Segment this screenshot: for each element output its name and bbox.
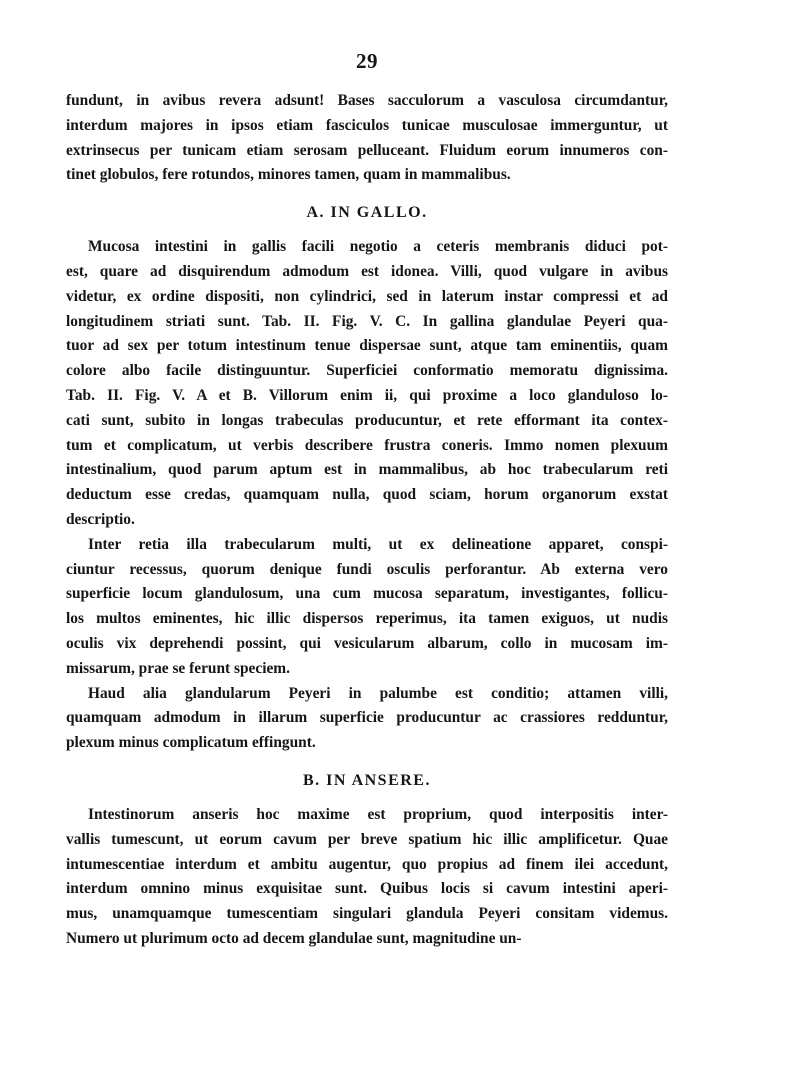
text-line: deductum esse credas, quamquam nulla, quod sciam, horum organorum exstat [66, 486, 668, 504]
text-line: los multos eminentes, hic illic dispersos reperimus, ita tamen exiguos, ut nudis [66, 610, 668, 628]
text-line: Numero ut plurimum octo ad decem glandulae sunt, magnitudine un- [66, 929, 522, 947]
text-line: est, quare ad disquirendum admodum est idonea. Villi, quod vulgare in avibus [66, 262, 668, 280]
paragraph [66, 89, 668, 188]
text-line: interdum majores in ipsos etiam fasciculos tunicae musculosae immerguntur, ut [66, 116, 668, 134]
text-line: quamquam admodum in illarum superficie producuntur ac crassiores redduntur, [66, 709, 668, 727]
paragraph [66, 533, 668, 682]
text-line: cati sunt, subito in longas trabeculas producuntur, et rete efformant ita contex- [66, 411, 668, 429]
text-line: interdum omnino minus exquisitae sunt. Quibus locis si cavum intestini aperi- [66, 880, 668, 898]
text-line: vallis tumescunt, ut eorum cavum per breve spatium hic illic amplificetur. Quae [66, 830, 668, 848]
text-line: extrinsecus per tunicam etiam serosam pelluceant. Fluidum eorum innumeros con- [66, 141, 668, 159]
text-line: missarum, prae se ferunt speciem. [66, 659, 290, 677]
text-line: plexum minus complicatum effingunt. [66, 734, 316, 752]
paragraph [66, 682, 668, 756]
text-line: intumescentiae interdum et ambitu augentur, quo propius ad finem ilei accedunt, [66, 855, 668, 873]
text-line: tinet globulos, fere rotundos, minores tamen, quam in mammalibus. [66, 166, 511, 184]
paragraph [66, 803, 668, 952]
text-line: colore albo facile distinguuntur. Superficiei conformatio memoratu dignissima. [66, 362, 668, 380]
section-heading: B. IN ANSERE. [303, 771, 431, 789]
text-line: Intestinorum anseris hoc maxime est proprium, quod interpositis inter- [88, 805, 668, 823]
page-number: 29 [356, 49, 378, 73]
body-text [66, 89, 668, 952]
text-line: Tab. II. Fig. V. A et B. Villorum enim ii, qui proxime a loco glanduloso lo- [66, 386, 668, 404]
text-line: Inter retia illa trabecularum multi, ut ex delineatione apparet, conspi- [88, 535, 668, 553]
text-line: mus, unamquamque tumescentiam singulari glandula Peyeri consitam videmus. [66, 905, 668, 923]
section-heading: A. IN GALLO. [306, 204, 428, 222]
text-line: tum et complicatum, ut verbis describere frustra coneris. Immo nomen plexuum [66, 436, 668, 454]
text-line: videtur, ex ordine dispositi, non cylindrici, sed in laterum instar compressi et ad [66, 287, 668, 305]
text-line: Haud alia glandularum Peyeri in palumbe est conditio; attamen villi, [88, 684, 668, 702]
text-line: intestinalium, quod parum aptum est in mammalibus, ab hoc trabecularum reti [66, 461, 668, 479]
text-line: longitudinem striati sunt. Tab. II. Fig. V. C. In gallina glandulae Peyeri qua- [66, 312, 668, 330]
text-line: superficie locum glandulosum, una cum mucosa separatum, investigantes, follicu- [66, 585, 668, 603]
text-line: ciuntur recessus, quorum denique fundi osculis perforantur. Ab externa vero [66, 560, 668, 578]
text-line: fundunt, in avibus revera adsunt! Bases sacculorum a vasculosa circumdantur, [66, 92, 668, 109]
text-line: tuor ad sex per totum intestinum tenue dispersae sunt, atque tam eminentiis, quam [66, 337, 668, 355]
text-line: Mucosa intestini in gallis facili negotio a ceteris membranis diduci pot- [88, 238, 668, 256]
text-line: oculis vix deprehendi possint, qui vesicularum albarum, collo in mucosam im- [66, 634, 668, 652]
text-line: descriptio. [66, 510, 135, 528]
paragraph [66, 235, 668, 533]
